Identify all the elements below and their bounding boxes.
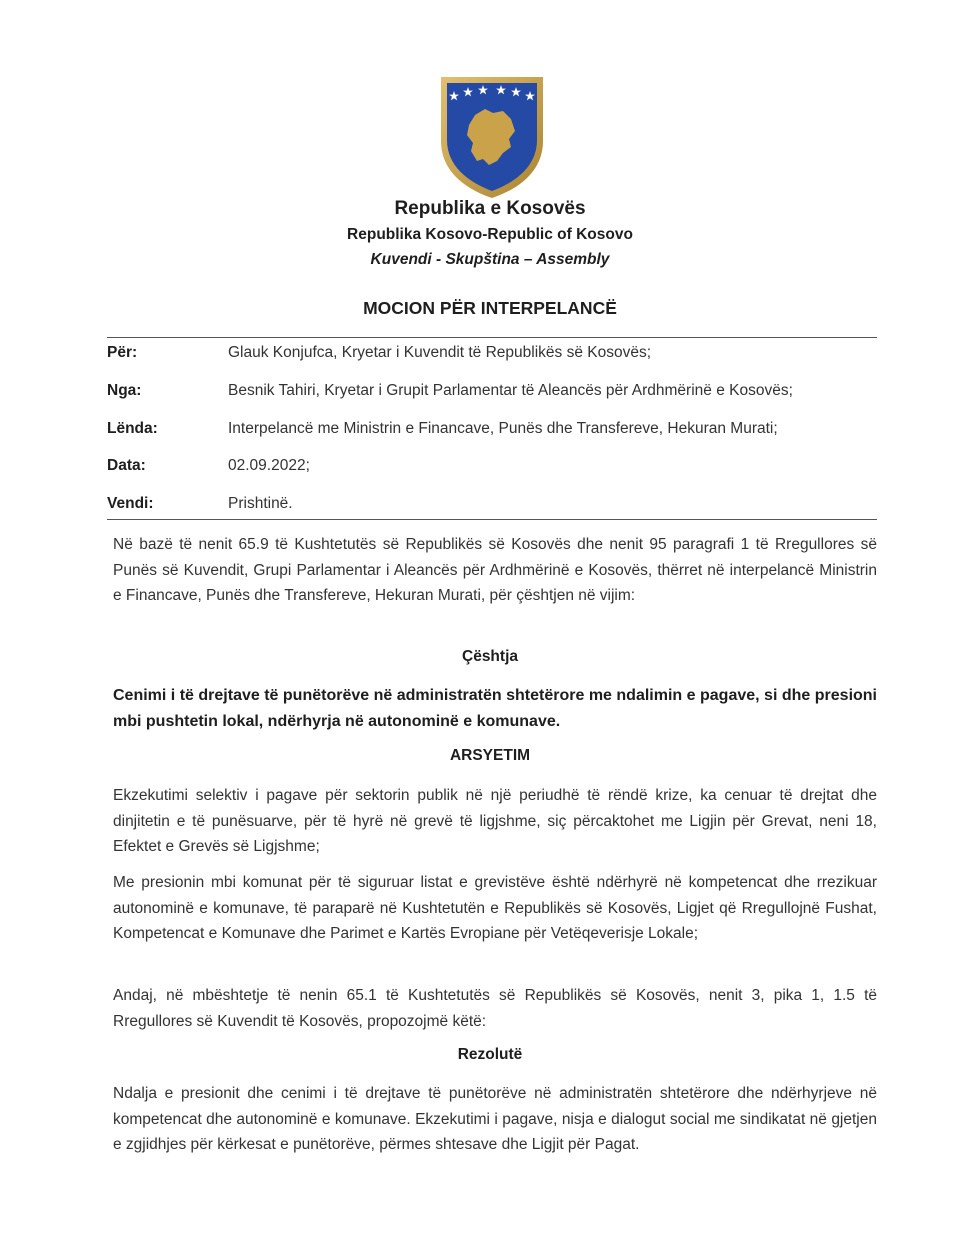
reasoning-heading: ARSYETIM xyxy=(449,747,531,764)
resolution-heading: Rezolutë xyxy=(457,1046,523,1063)
header-assembly: Kuvendi - Skupština – Assembly xyxy=(370,251,610,268)
top-divider xyxy=(107,337,877,338)
issue-heading: Çështja xyxy=(462,648,518,665)
document-title: MOCION PËR INTERPELANCË xyxy=(363,298,617,318)
meta-value: Prishtinë. xyxy=(228,495,293,512)
kosovo-coat-of-arms-icon xyxy=(437,73,547,201)
issue-text: Cenimi i të drejtave të punëtorëve në administratën shtetërore me ndalimin e pagave, si dhe presioni mbi pushtetin lokal, ndërhyrja në autonominë e komunave. xyxy=(113,687,877,730)
meta-label: Për: xyxy=(107,344,138,361)
header-republic-name: Republika e Kosovës xyxy=(394,198,586,219)
reasoning-paragraph: Andaj, në mbështetje të nenin 65.1 të Kushtetutës së Republikës së Kosovës, nenit 3, pika 1, 1.5 të Rregullores së Kuvendit të Kosovës, propozojmë këtë: xyxy=(113,987,877,1030)
meta-label: Nga: xyxy=(107,382,142,399)
resolution-text: Ndalja e presionit dhe cenimi i të drejtave të punëtorëve në administratën shtetërore dhe ndërhyrjeve në kompetencat dhe autonominë e komunave. Ekzekutimi i pagave, nisja e dialogut social me sindikatat në gjetjen e zgjidhjes për kërkesat e punëtorëve, përmes shtesave dhe Ligjit për Pagat. xyxy=(113,1085,877,1153)
meta-row-subject xyxy=(107,418,877,440)
meta-label: Data: xyxy=(107,457,146,474)
meta-value: Glauk Konjufca, Kryetar i Kuvendit të Republikës së Kosovës; xyxy=(228,344,652,361)
meta-row-recipient xyxy=(107,342,877,364)
meta-label: Lënda: xyxy=(107,420,158,437)
intro-paragraph: Në bazë të nenit 65.9 të Kushtetutës së Republikës së Kosovës dhe nenit 95 paragrafi 1 të Rregullores së Punës së Kuvendit, Grupi Parlamentar i Aleancës për Ardhmërinë e Kosovës, thërret në interpelancë Ministrin e Financave, Punës dhe Transfereve, Hekuran Murati, për çështjen në vijim: xyxy=(113,536,877,604)
meta-row-place xyxy=(107,493,877,515)
meta-label: Vendi: xyxy=(107,495,154,512)
meta-value: Besnik Tahiri, Kryetar i Grupit Parlamentar të Aleancës për Ardhmërinë e Kosovës; xyxy=(228,382,793,399)
meta-value: Interpelancë me Ministrin e Financave, Punës dhe Transfereve, Hekuran Murati; xyxy=(228,420,778,437)
meta-row-date xyxy=(107,455,877,477)
reasoning-paragraph: Ekzekutimi selektiv i pagave për sektorin publik në një periudhë të rëndë krize, ka cenuar të drejtat dhe dinjitetin e të punësuarve, për të hyrë në grevë të ligjshme, siç përcaktohet me Ligjin për Grevat, neni 18, Efektet e Grevës së Ligjshme; xyxy=(113,787,877,855)
meta-value: 02.09.2022; xyxy=(228,457,310,474)
reasoning-paragraph: Me presionin mbi komunat për të siguruar listat e grevistëve është ndërhyrë në kompetencat dhe rrezikuar autonominë e komunave, të paraparë në Kushtetutën e Republikës së Kosovës, Ligjet që Rregullojnë Fushat, Kompetencat e Komunave dhe Parimet e Kartës Evropiane për Vetëqeverisje Lokale; xyxy=(113,874,877,942)
bottom-divider xyxy=(107,519,877,520)
meta-row-sender xyxy=(107,380,877,402)
header-republic-multilingual: Republika Kosovo-Republic of Kosovo xyxy=(347,226,633,243)
